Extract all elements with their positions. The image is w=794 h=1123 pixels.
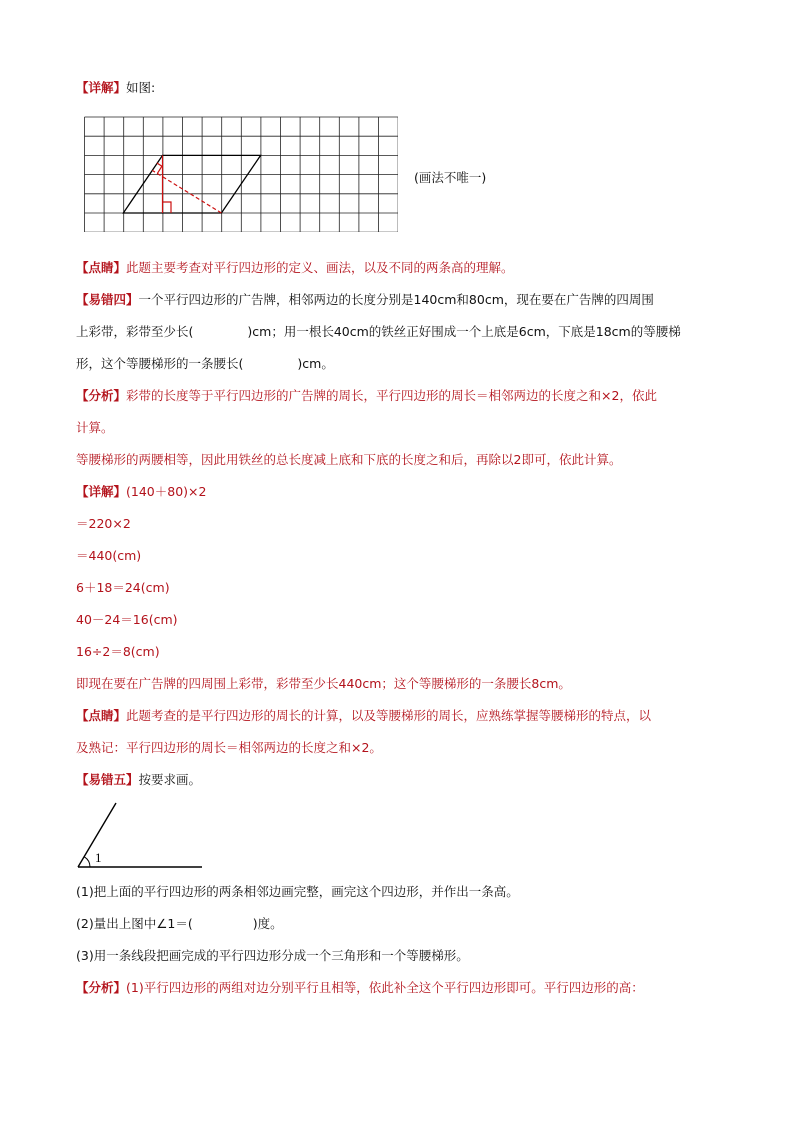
detail4-calc5: 40－24＝16(cm) <box>76 612 178 627</box>
point4-line2: 及熟记：平行四边形的周长＝相邻两边的长度之和×2。 <box>76 740 382 755</box>
problem4-text2a: 上彩带，彩带至少长( <box>76 324 194 339</box>
detail4-conclusion: 即现在要在广告牌的四周围上彩带，彩带至少长440cm；这个等腰梯形的一条腰长8cm。 <box>76 676 571 691</box>
problem4-line3 <box>76 356 334 372</box>
detail-tag: 【详解】 <box>76 80 127 95</box>
problem4-text2b: )cm；用一根长40cm的铁丝正好围成一个上底是6cm，下底是18cm的等腰梯 <box>247 324 681 339</box>
point4-text1: 此题考查的是平行四边形的周长的计算，以及等腰梯形的周长，应熟练掌握等腰梯形的特点，以 <box>126 708 652 723</box>
analysis5-line <box>76 980 644 996</box>
analysis5-tag: 【分析】 <box>76 980 127 995</box>
problem5-line <box>76 772 201 788</box>
problem4-text3a: 形，这个等腰梯形的一条腰长( <box>76 356 244 371</box>
point-line <box>76 260 514 276</box>
problem4-line2 <box>76 324 681 340</box>
detail4-calc3: ＝440(cm) <box>76 548 142 563</box>
problem5-text: 按要求画。 <box>138 772 202 787</box>
grid-parallelogram-figure <box>84 116 398 232</box>
angle-arc <box>84 857 90 867</box>
point-tag: 【点睛】 <box>76 260 127 275</box>
analysis4-tag: 【分析】 <box>76 388 127 403</box>
problem4-line1 <box>76 292 654 308</box>
problem4-text1: 一个平行四边形的广告牌，相邻两边的长度分别是140cm和80cm，现在要在广告牌的四周围 <box>138 292 654 307</box>
problem5-q3: (3)用一条线段把画完成的平行四边形分成一个三角形和一个等腰梯形。 <box>76 948 469 963</box>
problem5-q2 <box>76 916 283 932</box>
detail4-calc6: 16÷2＝8(cm) <box>76 644 160 659</box>
angle-figure <box>70 800 210 872</box>
problem5-tag: 【易错五】 <box>76 772 139 787</box>
detail4-calc1: (140＋80)×2 <box>126 484 207 499</box>
angle-label: 1 <box>95 850 102 865</box>
detail-intro-text: 如图: <box>126 80 156 95</box>
problem4-tag: 【易错四】 <box>76 292 139 307</box>
point4-line1 <box>76 708 651 724</box>
analysis4-line2: 计算。 <box>76 420 114 435</box>
analysis4-line1 <box>76 388 657 404</box>
figure-note: (画法不唯一) <box>414 170 487 185</box>
problem5-q1: (1)把上面的平行四边形的两条相邻边画完整，画完这个四边形，并作出一条高。 <box>76 884 519 899</box>
analysis4-text1: 彩带的长度等于平行四边形的广告牌的周长，平行四边形的周长＝相邻两边的长度之和×2，依此 <box>126 388 657 403</box>
detail-intro-line <box>76 80 155 96</box>
point4-tag: 【点睛】 <box>76 708 127 723</box>
detail4-tag: 【详解】 <box>76 484 127 499</box>
detail4-calc4: 6＋18＝24(cm) <box>76 580 170 595</box>
detail4-calc2: ＝220×2 <box>76 516 131 531</box>
detail4-line1 <box>76 484 206 500</box>
right-angle-mark-dashed <box>157 163 162 174</box>
analysis4-line3: 等腰梯形的两腰相等，因此用铁丝的总长度减上底和下底的长度之和后，再除以2即可，依此计算。 <box>76 452 622 467</box>
parallelogram-shape <box>123 155 260 213</box>
problem4-text3b: )cm。 <box>297 356 334 371</box>
right-angle-mark-vertical <box>163 202 172 213</box>
point-text: 此题主要考查对平行四边形的定义、画法，以及不同的两条高的理解。 <box>126 260 514 275</box>
analysis5-text: (1)平行四边形的两组对边分别平行且相等，依此补全这个平行四边形即可。平行四边形的高： <box>126 980 644 995</box>
problem5-q2a: (2)量出上图中∠1＝( <box>76 916 193 931</box>
problem5-q2b: )度。 <box>252 916 283 931</box>
